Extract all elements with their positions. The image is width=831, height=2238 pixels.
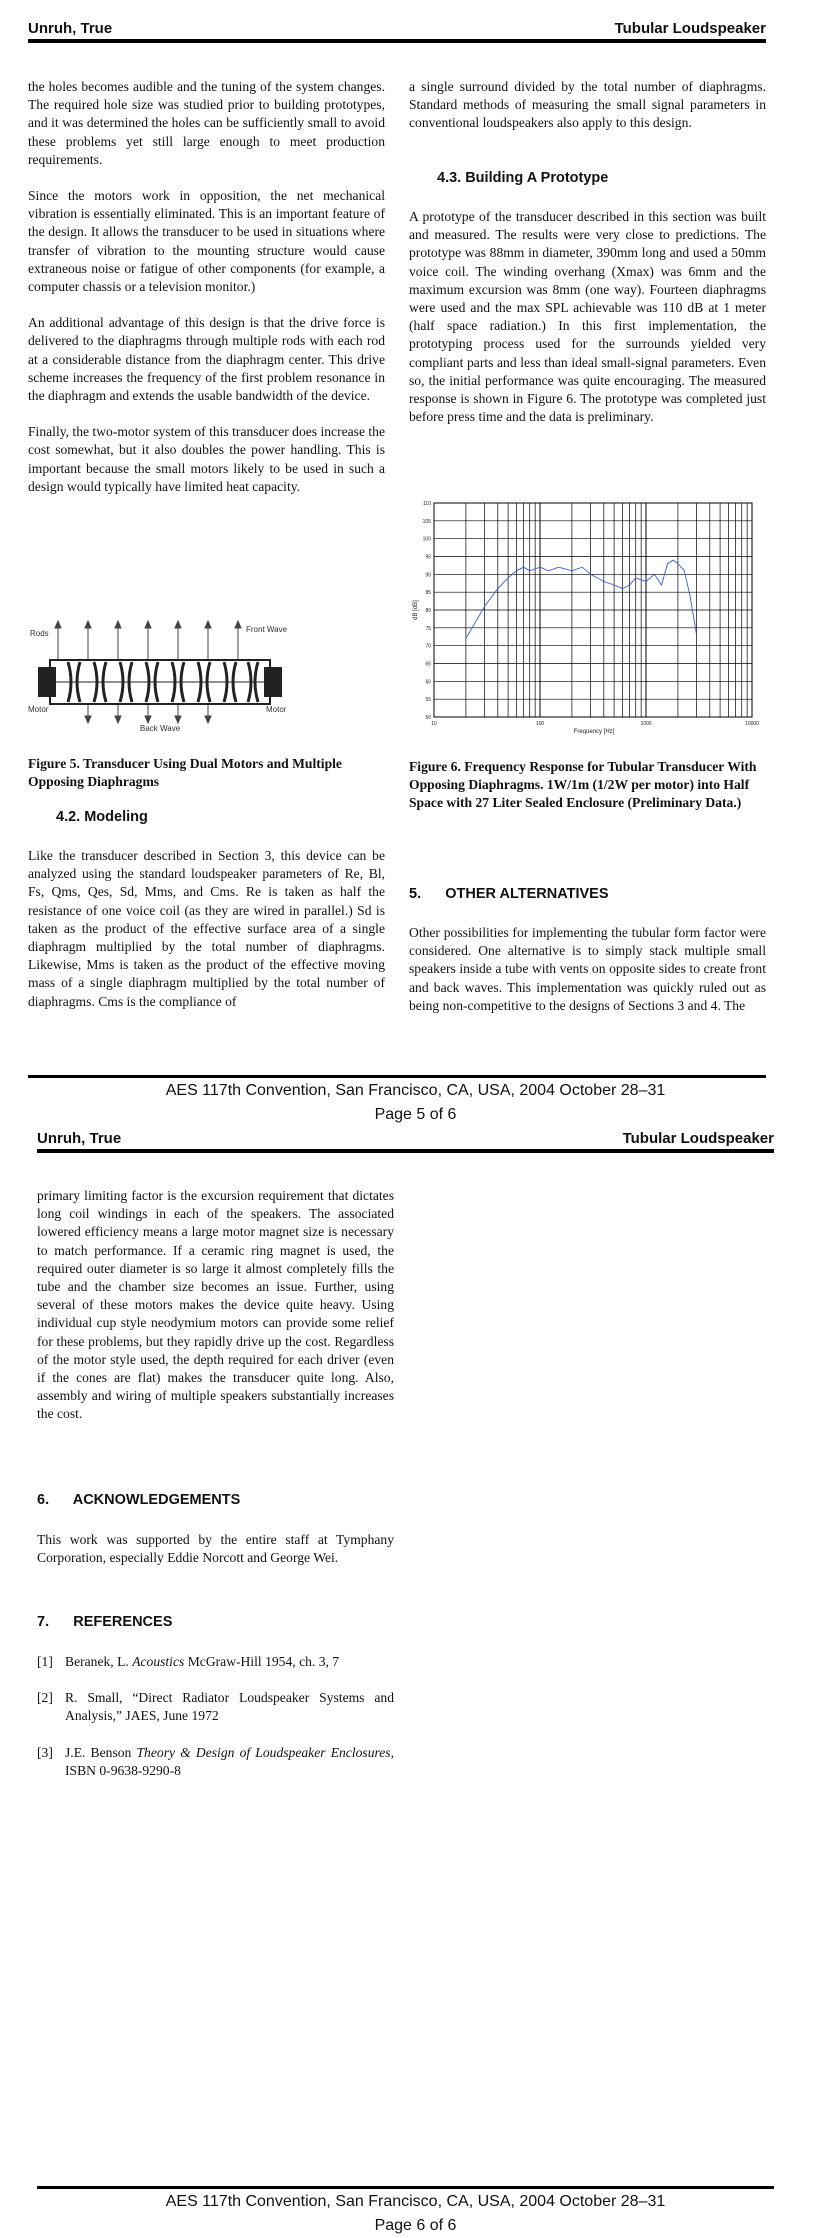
section-5-heading: 5. OTHER ALTERNATIVES xyxy=(409,886,609,902)
y-tick-label: 60 xyxy=(425,679,431,686)
x-tick-label: 1000 xyxy=(640,721,652,727)
reference-text: McGraw-Hill 1954, ch. 3, 7 xyxy=(184,1654,340,1669)
section-7-heading: 7. REFERENCES xyxy=(37,1614,173,1630)
label-motor-right: Motor xyxy=(266,705,287,714)
label-rods: Rods xyxy=(30,629,49,638)
y-tick-label: 90 xyxy=(425,572,431,579)
footer-conference: AES 117th Convention, San Francisco, CA, USA, 2004 October 28–31 xyxy=(165,2193,666,2210)
reference-title: Acoustics xyxy=(132,1654,185,1669)
page-footer xyxy=(0,2190,831,2238)
paragraph: the holes becomes audible and the tuning of the system changes. The required hole size was studied prior to building prototypes, and it was determined the holes can be sufficiently small to avoid these problems yet still large enough to meet production requirements. xyxy=(28,79,385,167)
header-title: Tubular Loudspeaker xyxy=(622,1130,774,1147)
label-back-wave: Back Wave xyxy=(140,724,181,732)
paragraph: Finally, the two-motor system of this transducer does increase the cost somewhat, but it also doubles the power handling. This is important because the small motors likely to be used in such a design would typically have limited heat capacity. xyxy=(28,424,386,494)
y-tick-label: 95 xyxy=(425,554,431,561)
alternatives-paragraph: Other possibilities for implementing the tubular form factor were considered. One alternative is to simply stack multiple small speakers inside a tube with vents on opposite sides to create front and back waves. This implementation was quickly ruled out as being non-competitive to the designs of Sections 3 and 4. The xyxy=(409,925,766,1013)
y-tick-label: 65 xyxy=(425,661,431,668)
y-tick-label: 100 xyxy=(422,536,431,543)
header-rule xyxy=(28,39,766,43)
reference-number: [3] xyxy=(37,1744,53,1760)
y-tick-label: 75 xyxy=(425,625,431,632)
x-axis-label: Frequency [Hz] xyxy=(573,729,615,735)
section-4-2-heading: 4.2. Modeling xyxy=(56,809,148,825)
reference-text: ISBN 0-9638-9290-8 xyxy=(65,1762,181,1778)
acknowledgements-paragraph: This work was supported by the entire staff at Tymphany Corporation, especially Eddie Norcott and George Wei. xyxy=(37,1532,394,1566)
reference-item xyxy=(37,1744,394,1780)
footer-conference: AES 117th Convention, San Francisco, CA, USA, 2004 October 28–31 xyxy=(165,1082,666,1099)
figure-5-caption: Figure 5. Transducer Using Dual Motors and Multiple Opposing Diaphragms xyxy=(28,756,342,790)
paragraph: An additional advantage of this design is that the drive force is delivered to the diaphragms through multiple rods with each rod at a considerable distance from the diaphragm center. This drive scheme increases the frequency of the first problem resonance in the diaphragm and extends the usable bandwidth of the device. xyxy=(28,315,385,404)
y-tick-label: 110 xyxy=(423,501,431,507)
reference-title: Theory & Design of Loudspeaker Enclosures, xyxy=(136,1744,394,1760)
tube-body xyxy=(38,660,282,704)
right-paragraph-1: a single surround divided by the total number of diaphragms. Standard methods of measuring the small signal parameters in conventional loudspeakers also apply to this design. xyxy=(409,79,766,131)
left-column xyxy=(37,1187,394,1442)
x-tick-label: 10 xyxy=(431,721,437,727)
y-tick-label: 85 xyxy=(425,590,431,597)
y-tick-label: 80 xyxy=(425,608,431,614)
paragraph: Since the motors work in opposition, the net mechanical vibration is essentially eliminated. This is an important feature of the design. It allows the transducer to be used in situations where transfer of vibration to the mounting structure would cause extraneous noise or fatigue of other components (for example, a computer chassis or a television monitor.) xyxy=(28,188,385,295)
reference-list xyxy=(37,1653,394,1798)
y-axis-label: dB [dB] xyxy=(413,600,419,620)
running-header xyxy=(37,1130,774,1147)
x-tick-label: 10000 xyxy=(745,721,759,727)
footer-page-number: Page 6 of 6 xyxy=(374,2217,457,2234)
label-front-wave: Front Wave xyxy=(246,625,288,634)
left-column xyxy=(28,78,385,514)
running-header xyxy=(28,20,766,37)
y-tick-label: 105 xyxy=(422,518,431,525)
header-title: Tubular Loudspeaker xyxy=(614,20,766,37)
reference-text: J.E. Benson xyxy=(65,1744,137,1760)
section-4-3-heading: 4.3. Building A Prototype xyxy=(437,170,609,186)
section-6-heading: 6. ACKNOWLEDGEMENTS xyxy=(37,1492,241,1508)
page-6 xyxy=(0,1120,831,2234)
modeling-paragraph: Like the transducer described in Section 3, this device can be analyzed using the standard loudspeaker parameters of Re, Bl, Fs, Qms, Qes, Sd, Mms, and Cms. Re is taken as half the resistance of one voice coil (as they are wired in parallel.) Sd is taken as the product of the effective surface area of a single diaphragm multiplied by the total number of diaphragms. Likewise, Mms is taken as the product of the effective moving mass of a single diaphragm multiplied by the total number of diaphragms. Cms is the compliance of xyxy=(28,848,385,1009)
paragraph: primary limiting factor is the excursion requirement that dictates long coil windings in each of the speakers. The associated lowered efficiency means a large motor magnet size is necessary to match performance. If a ceramic ring magnet is used, the required outer diameter is so large it almost completely fills the tube and the chamber size becomes an issue. Further, using several of these motors makes the device quite heavy. Using individual cup style neodymium motors can provide some relief for these problems, but they rapidly drive up the cost. Regardless of the motor style used, the depth required for each driver (even if the cones are flat) makes the transducer quite long. Also, assembly and wiring of multiple speakers substantially increases the cost. xyxy=(37,1188,394,1422)
reference-number: [2] xyxy=(37,1690,53,1706)
header-authors: Unruh, True xyxy=(28,20,113,37)
footer-page-number: Page 5 of 6 xyxy=(374,1106,457,1123)
x-tick-label: 100 xyxy=(535,721,545,727)
footer-rule xyxy=(37,2186,774,2189)
y-tick-label: 55 xyxy=(425,697,431,704)
figure-6-chart xyxy=(409,495,759,740)
prototype-paragraph: A prototype of the transducer described in this section was built and measured. The results were very close to predictions. The prototype was 88mm in diameter, 390mm long and used a 50mm voice coil. The winding overhang (Xmax) was 6mm and the maximum excursion was 8mm (one way). Fourteen diaphragms were used and the max SPL achievable was 110 dB at 1 meter (half space radiation.) In this first implementation, the prototyping process used for the surrounds yielded very compliant parts and less than ideal small-signal parameters. Even so, the initial performance was quite encouraging. The measured response is shown in Figure 6. The prototype was completed just before press time and the data is preliminary. xyxy=(409,209,766,425)
header-rule xyxy=(37,1149,774,1153)
reference-item xyxy=(37,1689,394,1725)
y-tick-label: 70 xyxy=(425,643,431,650)
reference-number: [1] xyxy=(37,1654,53,1669)
reference-item xyxy=(37,1653,394,1671)
footer-rule xyxy=(28,1075,766,1078)
y-tick-label: 50 xyxy=(425,715,431,721)
figure-5-diagram xyxy=(28,612,328,732)
reference-text: Beranek, L. xyxy=(65,1654,133,1669)
header-authors: Unruh, True xyxy=(37,1130,122,1147)
figure-6-caption: Figure 6. Frequency Response for Tubular Transducer With Opposing Diaphragms. 1W/1m (1/2W per motor) into Half Space with 27 Liter Sealed Enclosure (Preliminary Data.) xyxy=(409,759,757,811)
label-motor-left: Motor xyxy=(28,705,49,714)
reference-text: R. Small, “Direct Radiator Loudspeaker Systems and Analysis,” JAES, June 1972 xyxy=(65,1690,394,1724)
